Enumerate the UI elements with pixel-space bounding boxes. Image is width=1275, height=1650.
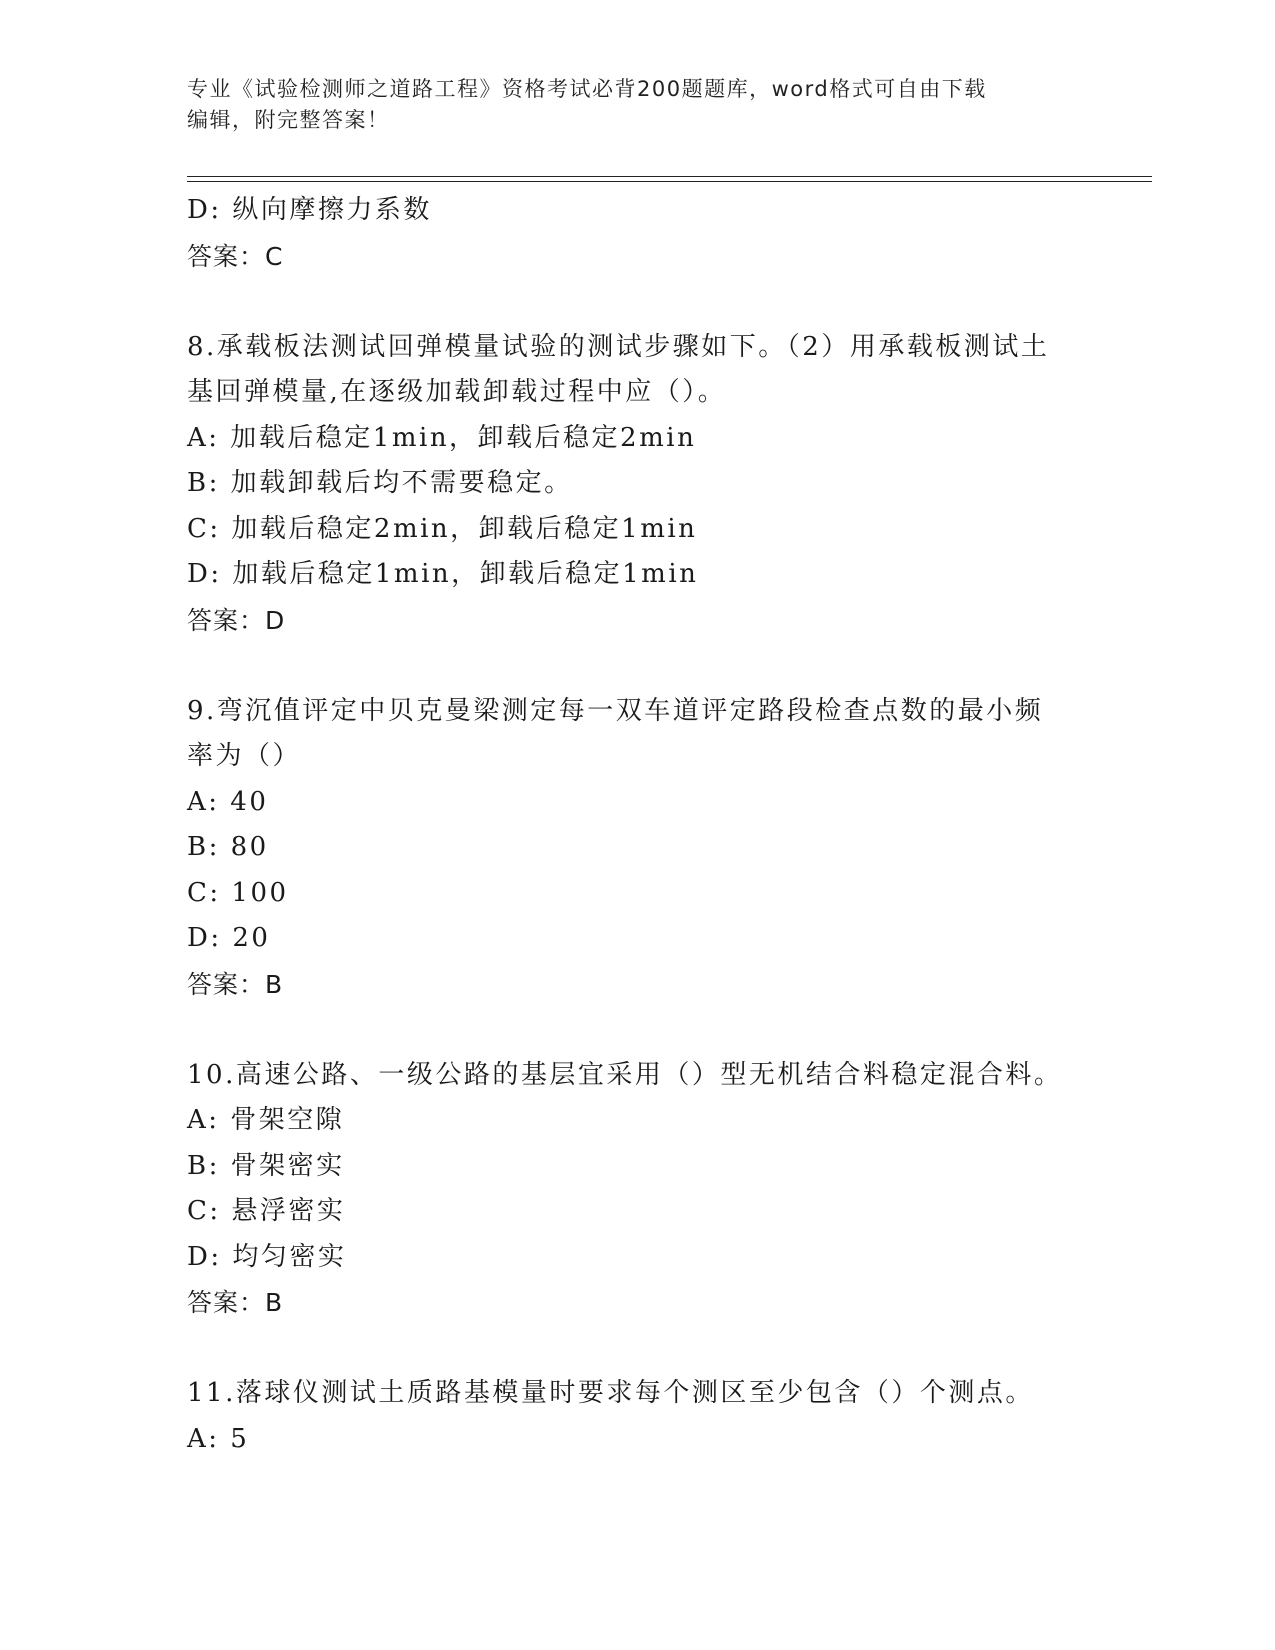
question-stem-line-1: 11.落球仪测试土质路基模量时要求每个测区至少包含（）个测点。 — [187, 1378, 1034, 1408]
answer-line: 答案：B — [187, 1288, 284, 1317]
header-divider-top — [187, 176, 1152, 177]
option-a: A: 骨架空隙 — [187, 1105, 345, 1135]
option-d: D: 纵向摩擦力系数 — [187, 195, 432, 225]
option-c: C: 加载后稳定2min，卸载后稳定1min — [187, 513, 698, 544]
question-11 — [187, 1371, 1087, 1462]
option-c: C: 悬浮密实 — [187, 1196, 346, 1226]
spacer — [187, 643, 1087, 689]
spacer — [187, 1007, 1087, 1053]
question-10 — [187, 1053, 1087, 1326]
question-stem-line-1: 10.高速公路、一级公路的基层宜采用（）型无机结合料稳定混合料。 — [187, 1059, 1063, 1090]
question-stem-line-1: 8.承载板法测试回弹模量试验的测试步骤如下。（2）用承载板测试土 — [187, 331, 1050, 362]
spacer — [187, 1326, 1087, 1372]
question-stem-line-2: 基回弹模量,在逐级加载卸载过程中应（）。 — [187, 377, 727, 407]
option-b: B: 骨架密实 — [187, 1150, 345, 1181]
question-stem-line-2: 率为（） — [187, 741, 302, 771]
option-c: C: 100 — [187, 877, 289, 908]
option-a: A: 40 — [187, 786, 269, 817]
option-d: D: 20 — [187, 923, 271, 953]
option-d: D: 均匀密实 — [187, 1241, 347, 1272]
answer-line: 答案：D — [187, 605, 286, 635]
option-d: D: 加载后稳定1min，卸载后稳定1min — [187, 559, 699, 589]
option-a: A: 5 — [187, 1423, 250, 1454]
question-7-tail — [187, 188, 1087, 279]
header-divider-bottom — [187, 181, 1152, 182]
document-header — [187, 74, 1067, 136]
question-9 — [187, 689, 1087, 1008]
header-title-line-2: 编辑，附完整答案！ — [187, 108, 390, 132]
option-b: B: 80 — [187, 832, 269, 862]
question-list — [187, 188, 1087, 1462]
answer-line: 答案：C — [187, 241, 284, 271]
question-stem-line-1: 9.弯沉值评定中贝克曼梁测定每一双车道评定路段检查点数的最小频 — [187, 695, 1044, 726]
spacer — [187, 279, 1087, 325]
question-8 — [187, 325, 1087, 644]
header-title-line-1: 专业《试验检测师之道路工程》资格考试必背200题题库，word格式可自由下载 — [187, 77, 987, 101]
option-a: A: 加载后稳定1min，卸载后稳定2min — [187, 422, 697, 453]
answer-line: 答案：B — [187, 969, 284, 999]
option-b: B: 加载卸载后均不需要稳定。 — [187, 468, 573, 498]
